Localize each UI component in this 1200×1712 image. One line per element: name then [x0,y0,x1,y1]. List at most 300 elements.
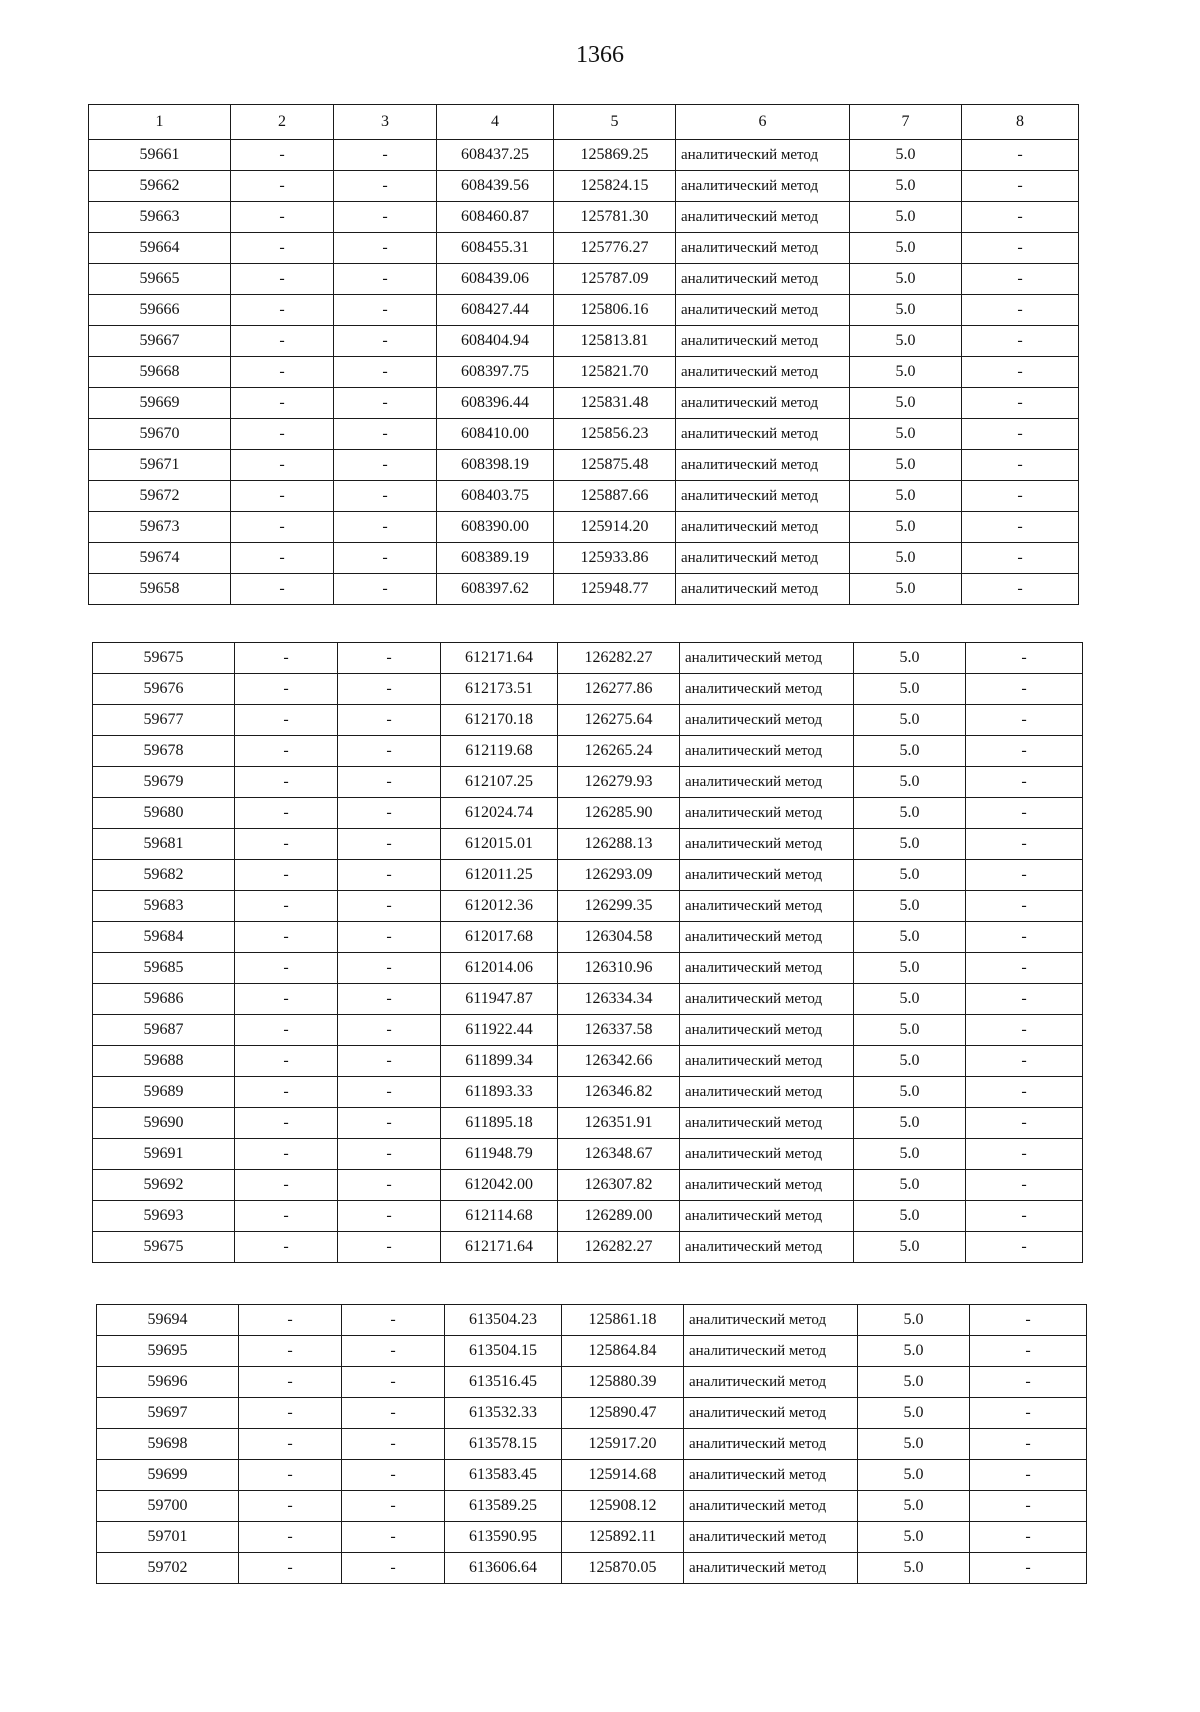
col8-cell: - [966,984,1083,1015]
x-coordinate-cell: 612170.18 [441,705,558,736]
col2-cell: - [239,1553,342,1584]
point-number-cell: 59683 [93,891,235,922]
accuracy-cell: 5.0 [858,1553,970,1584]
col8-cell: - [966,767,1083,798]
x-coordinate-cell: 613590.95 [445,1522,562,1553]
point-number-cell: 59690 [93,1108,235,1139]
method-cell: аналитический метод [680,1170,854,1201]
x-coordinate-cell: 608397.75 [437,357,554,388]
col2-cell: - [239,1367,342,1398]
x-coordinate-cell: 612119.68 [441,736,558,767]
x-coordinate-cell: 613578.15 [445,1429,562,1460]
y-coordinate-cell: 125869.25 [554,140,676,171]
table-row [89,264,1079,295]
point-number-cell: 59675 [93,643,235,674]
col2-cell: - [235,1015,338,1046]
accuracy-cell: 5.0 [854,829,966,860]
table-row [93,1232,1083,1263]
x-coordinate-cell: 612171.64 [441,643,558,674]
x-coordinate-cell: 608439.56 [437,171,554,202]
header-col-3: 3 [334,105,437,140]
point-number-cell: 59667 [89,326,231,357]
y-coordinate-cell: 125824.15 [554,171,676,202]
accuracy-cell: 5.0 [850,481,962,512]
col3-cell: - [342,1460,445,1491]
col3-cell: - [338,798,441,829]
accuracy-cell: 5.0 [858,1522,970,1553]
method-cell: аналитический метод [676,574,850,605]
col2-cell: - [235,953,338,984]
method-cell: аналитический метод [676,171,850,202]
col3-cell: - [334,233,437,264]
y-coordinate-cell: 126342.66 [558,1046,680,1077]
y-coordinate-cell: 126337.58 [558,1015,680,1046]
x-coordinate-cell: 612014.06 [441,953,558,984]
header-col-5: 5 [554,105,676,140]
point-number-cell: 59658 [89,574,231,605]
point-number-cell: 59685 [93,953,235,984]
col8-cell: - [966,860,1083,891]
y-coordinate-cell: 125776.27 [554,233,676,264]
point-number-cell: 59679 [93,767,235,798]
method-cell: аналитический метод [676,264,850,295]
col3-cell: - [338,1046,441,1077]
col3-cell: - [338,1077,441,1108]
y-coordinate-cell: 125831.48 [554,388,676,419]
accuracy-cell: 5.0 [854,1232,966,1263]
point-number-cell: 59674 [89,543,231,574]
table-row [93,1201,1083,1232]
header-col-4: 4 [437,105,554,140]
col8-cell: - [970,1367,1087,1398]
method-cell: аналитический метод [680,643,854,674]
col3-cell: - [334,419,437,450]
col8-cell: - [966,1139,1083,1170]
accuracy-cell: 5.0 [854,1015,966,1046]
accuracy-cell: 5.0 [850,171,962,202]
x-coordinate-cell: 613504.15 [445,1336,562,1367]
table-row [93,829,1083,860]
method-cell: аналитический метод [680,860,854,891]
point-number-cell: 59700 [97,1491,239,1522]
point-number-cell: 59664 [89,233,231,264]
col8-cell: - [962,264,1079,295]
col8-cell: - [962,574,1079,605]
y-coordinate-cell: 126279.93 [558,767,680,798]
accuracy-cell: 5.0 [850,233,962,264]
col3-cell: - [342,1553,445,1584]
method-cell: аналитический метод [684,1522,858,1553]
table-row [93,1046,1083,1077]
col8-cell: - [970,1522,1087,1553]
col2-cell: - [235,674,338,705]
method-cell: аналитический метод [680,1108,854,1139]
point-number-cell: 59665 [89,264,231,295]
coordinates-table-block-2 [92,642,1083,1263]
accuracy-cell: 5.0 [858,1336,970,1367]
method-cell: аналитический метод [680,1046,854,1077]
y-coordinate-cell: 126277.86 [558,674,680,705]
x-coordinate-cell: 611922.44 [441,1015,558,1046]
col8-cell: - [966,1015,1083,1046]
accuracy-cell: 5.0 [850,450,962,481]
col3-cell: - [338,1108,441,1139]
y-coordinate-cell: 125787.09 [554,264,676,295]
y-coordinate-cell: 126282.27 [558,643,680,674]
point-number-cell: 59671 [89,450,231,481]
col3-cell: - [342,1305,445,1336]
x-coordinate-cell: 608410.00 [437,419,554,450]
accuracy-cell: 5.0 [854,1077,966,1108]
col2-cell: - [239,1522,342,1553]
col8-cell: - [966,922,1083,953]
col3-cell: - [338,767,441,798]
col8-cell: - [966,674,1083,705]
table-row [97,1305,1087,1336]
accuracy-cell: 5.0 [850,388,962,419]
table-row [89,171,1079,202]
col3-cell: - [338,860,441,891]
col3-cell: - [334,388,437,419]
y-coordinate-cell: 125914.20 [554,512,676,543]
col3-cell: - [338,953,441,984]
col3-cell: - [342,1336,445,1367]
col3-cell: - [334,543,437,574]
col3-cell: - [342,1522,445,1553]
method-cell: аналитический метод [680,1077,854,1108]
x-coordinate-cell: 608437.25 [437,140,554,171]
point-number-cell: 59697 [97,1398,239,1429]
accuracy-cell: 5.0 [850,512,962,543]
table-row [93,1108,1083,1139]
point-number-cell: 59701 [97,1522,239,1553]
table-row [93,1077,1083,1108]
point-number-cell: 59702 [97,1553,239,1584]
y-coordinate-cell: 125948.77 [554,574,676,605]
col2-cell: - [231,481,334,512]
col8-cell: - [962,419,1079,450]
table-row [93,736,1083,767]
accuracy-cell: 5.0 [854,736,966,767]
y-coordinate-cell: 126282.27 [558,1232,680,1263]
table-row [89,202,1079,233]
col3-cell: - [334,326,437,357]
table-row [89,326,1079,357]
table-row [93,984,1083,1015]
x-coordinate-cell: 612114.68 [441,1201,558,1232]
table-row [89,481,1079,512]
col8-cell: - [962,326,1079,357]
point-number-cell: 59675 [93,1232,235,1263]
table-row [93,1139,1083,1170]
col3-cell: - [334,171,437,202]
x-coordinate-cell: 613516.45 [445,1367,562,1398]
method-cell: аналитический метод [680,829,854,860]
col8-cell: - [970,1553,1087,1584]
method-cell: аналитический метод [676,357,850,388]
accuracy-cell: 5.0 [850,574,962,605]
col3-cell: - [338,643,441,674]
col8-cell: - [966,736,1083,767]
y-coordinate-cell: 126334.34 [558,984,680,1015]
point-number-cell: 59686 [93,984,235,1015]
y-coordinate-cell: 125887.66 [554,481,676,512]
col3-cell: - [338,922,441,953]
col8-cell: - [970,1429,1087,1460]
header-col-6: 6 [676,105,850,140]
method-cell: аналитический метод [676,233,850,264]
col2-cell: - [235,922,338,953]
method-cell: аналитический метод [684,1491,858,1522]
col3-cell: - [338,674,441,705]
table-row [89,574,1079,605]
x-coordinate-cell: 612017.68 [441,922,558,953]
table-row [93,1170,1083,1201]
table-row [97,1553,1087,1584]
x-coordinate-cell: 613504.23 [445,1305,562,1336]
table-row [93,1015,1083,1046]
col2-cell: - [235,829,338,860]
accuracy-cell: 5.0 [854,1046,966,1077]
point-number-cell: 59691 [93,1139,235,1170]
method-cell: аналитический метод [680,736,854,767]
y-coordinate-cell: 126288.13 [558,829,680,860]
accuracy-cell: 5.0 [854,674,966,705]
table-row [93,798,1083,829]
y-coordinate-cell: 125870.05 [562,1553,684,1584]
col2-cell: - [235,767,338,798]
col3-cell: - [334,264,437,295]
col8-cell: - [962,202,1079,233]
col3-cell: - [342,1491,445,1522]
y-coordinate-cell: 125856.23 [554,419,676,450]
x-coordinate-cell: 611895.18 [441,1108,558,1139]
x-coordinate-cell: 608439.06 [437,264,554,295]
point-number-cell: 59684 [93,922,235,953]
table-row [93,767,1083,798]
y-coordinate-cell: 125933.86 [554,543,676,574]
x-coordinate-cell: 613606.64 [445,1553,562,1584]
col2-cell: - [231,388,334,419]
method-cell: аналитический метод [676,481,850,512]
col2-cell: - [235,1170,338,1201]
x-coordinate-cell: 611947.87 [441,984,558,1015]
col8-cell: - [970,1336,1087,1367]
y-coordinate-cell: 126310.96 [558,953,680,984]
point-number-cell: 59682 [93,860,235,891]
col8-cell: - [966,798,1083,829]
col3-cell: - [342,1367,445,1398]
method-cell: аналитический метод [676,326,850,357]
table-header-row [89,105,1079,140]
table-row [93,860,1083,891]
point-number-cell: 59694 [97,1305,239,1336]
method-cell: аналитический метод [684,1553,858,1584]
method-cell: аналитический метод [680,1201,854,1232]
col8-cell: - [970,1460,1087,1491]
x-coordinate-cell: 613583.45 [445,1460,562,1491]
col3-cell: - [334,481,437,512]
col2-cell: - [235,1139,338,1170]
col3-cell: - [334,450,437,481]
method-cell: аналитический метод [680,953,854,984]
point-number-cell: 59666 [89,295,231,326]
col8-cell: - [970,1491,1087,1522]
x-coordinate-cell: 612107.25 [441,767,558,798]
col3-cell: - [334,512,437,543]
point-number-cell: 59692 [93,1170,235,1201]
col2-cell: - [235,1201,338,1232]
point-number-cell: 59693 [93,1201,235,1232]
y-coordinate-cell: 125892.11 [562,1522,684,1553]
accuracy-cell: 5.0 [858,1398,970,1429]
col2-cell: - [235,705,338,736]
col3-cell: - [338,1170,441,1201]
point-number-cell: 59681 [93,829,235,860]
point-number-cell: 59695 [97,1336,239,1367]
col8-cell: - [962,140,1079,171]
method-cell: аналитический метод [680,1015,854,1046]
col2-cell: - [231,202,334,233]
x-coordinate-cell: 608390.00 [437,512,554,543]
col2-cell: - [235,643,338,674]
col3-cell: - [338,1015,441,1046]
point-number-cell: 59680 [93,798,235,829]
table-row [93,953,1083,984]
y-coordinate-cell: 125880.39 [562,1367,684,1398]
method-cell: аналитический метод [676,202,850,233]
point-number-cell: 59698 [97,1429,239,1460]
y-coordinate-cell: 126351.91 [558,1108,680,1139]
col2-cell: - [235,736,338,767]
method-cell: аналитический метод [680,1139,854,1170]
x-coordinate-cell: 611948.79 [441,1139,558,1170]
method-cell: аналитический метод [684,1429,858,1460]
table-row [89,419,1079,450]
col8-cell: - [966,643,1083,674]
method-cell: аналитический метод [680,767,854,798]
table-row [89,388,1079,419]
table-row [93,643,1083,674]
col2-cell: - [235,984,338,1015]
y-coordinate-cell: 125914.68 [562,1460,684,1491]
col8-cell: - [970,1305,1087,1336]
x-coordinate-cell: 612024.74 [441,798,558,829]
point-number-cell: 59689 [93,1077,235,1108]
x-coordinate-cell: 612012.36 [441,891,558,922]
point-number-cell: 59676 [93,674,235,705]
col2-cell: - [239,1398,342,1429]
col8-cell: - [962,171,1079,202]
table-row [93,674,1083,705]
col8-cell: - [962,295,1079,326]
col2-cell: - [239,1460,342,1491]
col2-cell: - [231,171,334,202]
method-cell: аналитический метод [680,984,854,1015]
point-number-cell: 59661 [89,140,231,171]
method-cell: аналитический метод [680,1232,854,1263]
method-cell: аналитический метод [676,543,850,574]
table-row [89,512,1079,543]
col8-cell: - [966,1108,1083,1139]
col8-cell: - [962,543,1079,574]
x-coordinate-cell: 608427.44 [437,295,554,326]
accuracy-cell: 5.0 [858,1460,970,1491]
y-coordinate-cell: 125890.47 [562,1398,684,1429]
col3-cell: - [338,1139,441,1170]
method-cell: аналитический метод [676,419,850,450]
col3-cell: - [334,295,437,326]
method-cell: аналитический метод [684,1460,858,1491]
table-row [89,357,1079,388]
accuracy-cell: 5.0 [854,1108,966,1139]
y-coordinate-cell: 126299.35 [558,891,680,922]
y-coordinate-cell: 125917.20 [562,1429,684,1460]
method-cell: аналитический метод [676,450,850,481]
y-coordinate-cell: 126346.82 [558,1077,680,1108]
col2-cell: - [235,1046,338,1077]
col2-cell: - [231,233,334,264]
y-coordinate-cell: 125781.30 [554,202,676,233]
accuracy-cell: 5.0 [858,1367,970,1398]
method-cell: аналитический метод [684,1367,858,1398]
col2-cell: - [231,357,334,388]
col2-cell: - [235,891,338,922]
table-row [93,922,1083,953]
y-coordinate-cell: 126307.82 [558,1170,680,1201]
y-coordinate-cell: 126265.24 [558,736,680,767]
point-number-cell: 59670 [89,419,231,450]
method-cell: аналитический метод [680,705,854,736]
col2-cell: - [239,1429,342,1460]
x-coordinate-cell: 608389.19 [437,543,554,574]
x-coordinate-cell: 608403.75 [437,481,554,512]
col8-cell: - [962,233,1079,264]
point-number-cell: 59699 [97,1460,239,1491]
col8-cell: - [966,829,1083,860]
accuracy-cell: 5.0 [850,264,962,295]
table-row [89,233,1079,264]
x-coordinate-cell: 612015.01 [441,829,558,860]
col3-cell: - [338,736,441,767]
accuracy-cell: 5.0 [854,798,966,829]
col2-cell: - [231,295,334,326]
point-number-cell: 59669 [89,388,231,419]
col3-cell: - [338,891,441,922]
col3-cell: - [338,829,441,860]
col8-cell: - [966,1232,1083,1263]
col3-cell: - [338,984,441,1015]
col2-cell: - [231,450,334,481]
x-coordinate-cell: 613589.25 [445,1491,562,1522]
y-coordinate-cell: 125806.16 [554,295,676,326]
col2-cell: - [235,798,338,829]
accuracy-cell: 5.0 [854,953,966,984]
accuracy-cell: 5.0 [850,295,962,326]
accuracy-cell: 5.0 [854,643,966,674]
col2-cell: - [235,1108,338,1139]
table-row [97,1460,1087,1491]
point-number-cell: 59696 [97,1367,239,1398]
table-row [97,1429,1087,1460]
x-coordinate-cell: 611893.33 [441,1077,558,1108]
accuracy-cell: 5.0 [858,1491,970,1522]
point-number-cell: 59687 [93,1015,235,1046]
x-coordinate-cell: 612042.00 [441,1170,558,1201]
point-number-cell: 59662 [89,171,231,202]
table-row [93,891,1083,922]
page-number: 1366 [576,42,624,68]
